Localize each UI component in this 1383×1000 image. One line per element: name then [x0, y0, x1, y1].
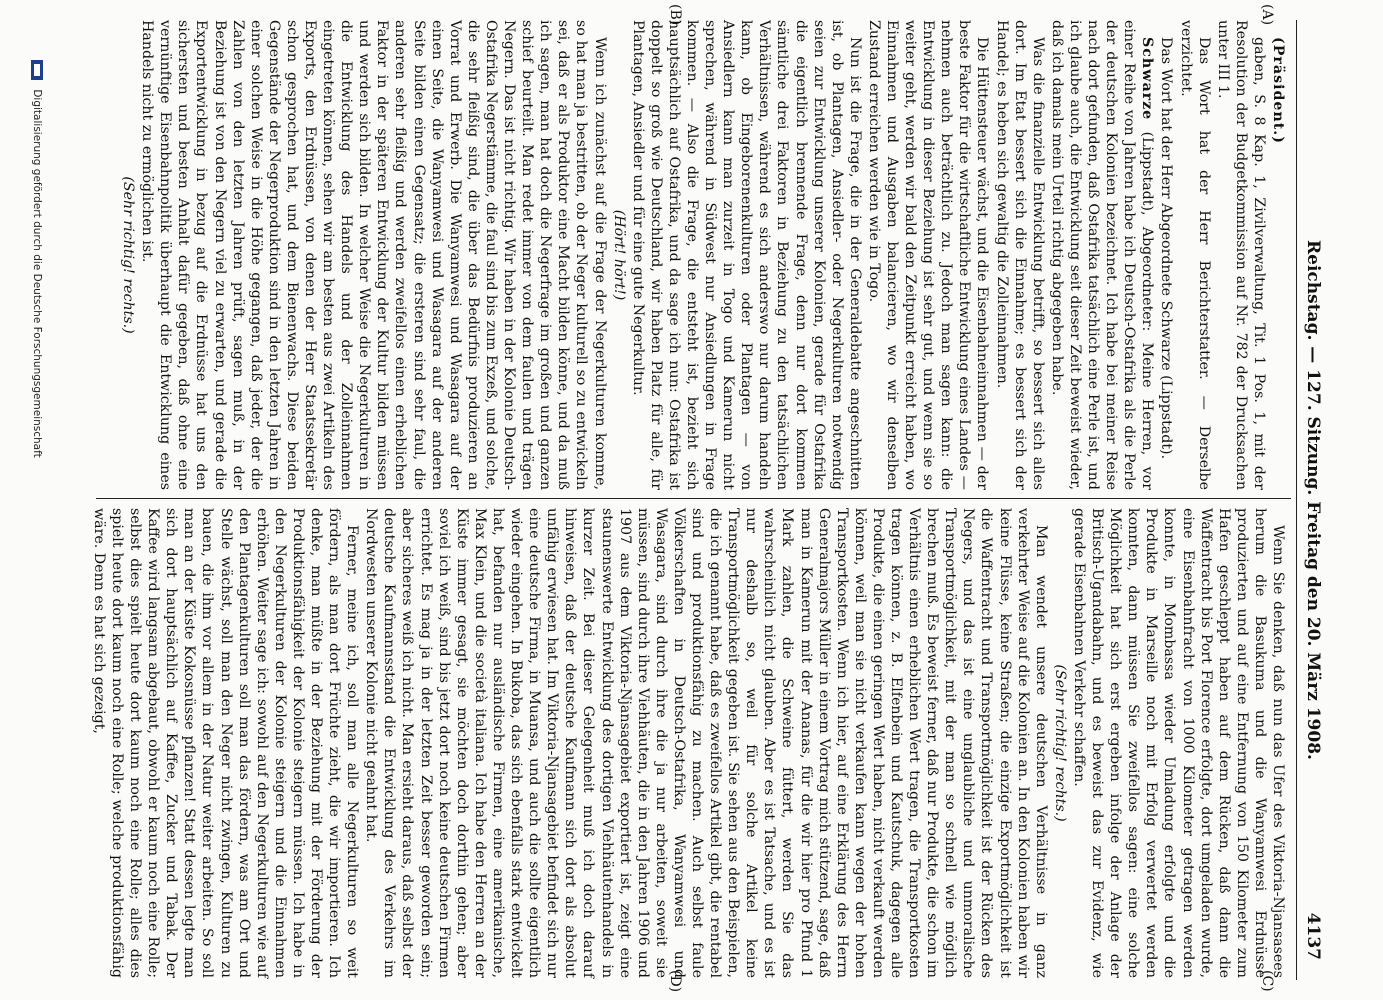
paragraph [1048, 20, 1157, 490]
paragraph-text: Wenn ich zunächst auf die Frage der Negerkulturen komme, so hat man ja bestritten, ob der Neger kulturell so zu entwickeln sei, daß er als Produktor eine Macht bilden könne, und da muß ich sagen, man hat doch die Negerfrage im großen und ganzen schief beurteilt. Man redet immer von dem faulen und trägen Negern. Das ist nicht richtig. Wir haben in der Kolonie Deutsch-Ostafrika Negerstämme, die faul sind bis zum Exzeß, und solche, die sehr fleißig sind, die über das Bedürfnis produzieren an Vorrat und Erwerb. Die Wanyamwesi und Wasagara auf der einen Seite, die Wanyamwesi und Wasagara auf der anderen Seite bilden einen Gegensatz; die ersteren sind sehr faul, die anderen sehr fleißig und werden zweifellos einen erheblichen Faktor in der späteren Entwicklung der Kultur bilden müssen und werden sich bilden. In welcher Weise die Negerkulturen in die Entwicklung des Handels und der Zolleinnahmen eingetreten können, sehen wir am besten aus zwei Artikeln des Exports, den Erdnüssen, von denen der Herr Staatssekretär schon gesprochen hat, und dem Bienenwachs. Diese beiden Gegenstände der Negerproduktion sind in den letzten Jahren in einer solchen Weise in die Höhe gegangen, daß jeder, der die Zahlen von den letzten Jahren prüft, sagen muß, in der Beziehung ist von den Negern viel zu erwarten, und gerade die Exportentwicklung in bezug auf die Erdnüsse hat uns den sichersten und besten Anhalt dafür gegeben, daß ohne eine vernünftige Eisenbahnpolitik überhaupt die Entwicklung eines Handels nicht zu ermöglichen ist. [139, 20, 608, 490]
header-rule [1296, 20, 1297, 980]
paragraph [629, 20, 864, 490]
paragraph [1214, 20, 1268, 490]
paragraph [90, 508, 361, 978]
margin-marker-c: (C) [1259, 970, 1275, 992]
speaker-name: Schwarze [1139, 37, 1156, 121]
paragraph [1051, 508, 1069, 978]
paragraph [1070, 508, 1287, 978]
paragraph-text: Man wendet unsere deutschen Verhältnisse in ganz verkehrter Weise auf die Kolonien an. In den Kolonien haben wir keine Flüsse, keine Straßen; die einzige Exportmöglichkeit ist die Waffentracht und Transportmöglichkeit ist der Rücken des Negers, und das ist eine unglaubliche und unmoralische Transportmöglichkeit, mit der man so schnell wie möglich brechen muß. Es beweist ferner, daß nur Produkte, die schon im Verhältnis einen erheblichen Wert tragen, die Transportkosten tragen können, z. B. Elfenbein und Kautschuk, dagegen alle Produkte, die einen geringen Wert haben, nicht verkauft werden können, weil man sie nicht verkaufen kann wegen der hohen Transportkosten. Wenn ich hier, auf eine Erklärung des Herrn Generalmajors Müller in einem Vortrag mich stützend, sage, daß man in Kamerun mit der Ananas, für die wir hier pro Pfund 1 Mark zahlen, die Schweine füttert, werden Sie das wahrscheinlich nicht glauben. Aber es ist Tatsache, und es ist nur deshalb so, weil für solche Artikel keine Transportmöglichkeit gegeben ist. Sie sehen aus den Beispielen, die ich genannt habe, daß es zweifellos Artikel gibt, die rentabel sind und produktionsfähig zu machen. Auch selbst faule Völkerschaften in Deutsch-Ostafrika, Wanyamwesi und Wasagara, sind durch ihre die ja nur arbeiten, soweit sie müssen, sind durch ihre Viehhäuten, die in den Jahren 1906 und 1907 aus dem Viktoria-Njansagebiet exportiert ist, zeigt eine staunenswerte Entwicklung des dortigen Viehhäutenhandels in kurzer Zeit. Bei dieser Gelegenheit muß ich doch darauf hinweisen, daß der deutsche Kaufmann sich dort als absolut unfähig erwiesen hat. Im Viktoria-Njansagebiet befindet sich nur eine deutsche Firma, in Muansa, und auch die sollte eigentlich wieder eingehen. In Bukoba, das sich ebenfalls stark entwickelt hat, befanden nur ausländische Firmen, eine amerikanische, Max Klein, und die società italiana. Ich habe den Herren an der Küste immer gesagt, sie möchten doch dorthin gehen; aber soviel ich weiß, sind bis jetzt dort noch keine deutschen Firmen errichtet. Es mag ja in der letzten Zeit besser geworden sein; aber sicheres weiß ich nicht. Man ersieht daraus, daß selbst der deutsche Kaufmannsstand die Entwicklung des Verkehrs im Nordwesten unserer Kolonie nicht geahnt hat. [363, 508, 1049, 978]
page-number: 4137 [1303, 912, 1323, 960]
left-text-column [102, 20, 1287, 490]
paragraph-text: (Sehr richtig! rechts.) [120, 176, 137, 334]
paragraph [865, 20, 992, 490]
paragraph [993, 20, 1047, 490]
paragraph [610, 20, 628, 490]
paragraph-text: gaben, S. 8 Kap. 1, Zivilverwaltung, Tit. 1 Pos. 1, mit der Resolution der Budgetkommission auf Nr. 782 der Drucksachen unter III 1. [1214, 20, 1267, 490]
paragraph-text: (Hört! hört!) [610, 209, 627, 301]
right-text-column [90, 508, 1287, 978]
paragraph-text: (Sehr richtig! rechts.) [1051, 664, 1068, 822]
paragraph [138, 20, 608, 490]
column-divider [96, 498, 1291, 499]
page-header [1297, 40, 1323, 960]
margin-marker-a: (A) [1259, 4, 1275, 26]
page-title: Reichstag. — 127. Sitzung. Freitag den 20. März 1908. [1303, 240, 1323, 760]
margin-marker-d: (D) [667, 970, 683, 993]
paragraph-text: Das Wort hat der Herr Berichterstatter. — Derselbe verzichtet. [1177, 20, 1212, 490]
paragraph [1176, 20, 1212, 490]
paragraph-text: Das Wort hat der Herr Abgeordnete Schwarze (Lippstadt). [1158, 37, 1175, 460]
paragraph-text: Die Hüttensteuer wächst, und die Eisenbahneinnahmen — der beste Faktor für die wirtschaftliche Entwicklung eines Landes — nehmen auch beträchtlich zu. Jedoch man sagen kann: die Entwicklung in dieser Beziehung ist sehr gut, und wenn sie so weiter geht, werden wir bald den Zeitpunkt erreicht haben, wo Einnahmen und Ausgaben balancieren, wo wir denselben Zustand erreichen werden wie in Togo. [865, 20, 991, 490]
credit-text: Digitalisierung gefördert durch die Deutsche Forschungsgemeinschaft [31, 89, 43, 458]
paragraph-text: (Lippstadt), Abgeordneter: Meine Herren, vor einer Reihe von Jahren habe ich Deutsch-Ostafrika als die Perle der deutschen Kolonien bezeichnet. Ich habe bei meiner Reise nach dort gefunden, daß Ostafrika tatsächlich eine Perle ist, und ich glaube auch, die Entwicklung seit dieser Zeit beweist wieder, daß ich damals mein Urteil richtig abgegeben habe. [1048, 20, 1156, 490]
paragraph [1157, 20, 1175, 490]
paragraph-text: Was die finanzielle Entwicklung betrifft, so bessert sich alles dort. Im Etat bessert sich die Einnahme; es bessert sich der Handel; es heben sich gewaltig die Zolleinnahmen. [993, 20, 1046, 490]
paragraph-text: Ferner, meine ich, soll man alle Negerkulturen so weit fördern, als man dort Früchte zieht, die wir importieren. Ich denke, man müßte in der Beziehung mit der Förderung der Produktionsfähigkeit der Kolonie steigern müssen. Ich habe in den Negerkulturen der Kolonie steigern und die Einnahmen erhöhen. Weiter sage ich: sowohl auf den Negerkulturen wie auf den Plantagenkulturen soll man das fördern, was am Ort und Stelle wächst, soll man den Neger nicht zwingen, Kulturen zu bauen, die ihm vor allem in der Natur weiter arbeiten. So soll man an der Küste Kokosnüsse pflanzen! Statt dessen legte man sich dort hauptsächlich auf Kaffee, Zucker und Tabak. Der Kaffee wird langsam abgebaut, obwohl er kaum noch eine Rolle; selbst dies spielt heute dort kaum noch eine Rolle; alles dies spielt heute dort kaum noch eine Rolle; welche produktionsfähig wäre. Denn es hat sich gezeigt, [90, 508, 361, 978]
paragraph [362, 508, 1050, 978]
paragraph-text: Nun ist die Frage, die in der Generaldebatte angeschnitten ist, ob Plantagen, Ansiedler- oder Negerkulturen notwendig seien zur Entwicklung unserer Kolonien, gerade für Ostafrika die eigentlich brennende Frage, denn nur dort kommen sämtliche drei Faktoren in Beziehung zu den tatsächlichen Verhältnissen, während es sich anderswo nur darum handeln kann, ob Eingeborenenkulturen oder Plantagen — von Ansiedlern kann man zurzeit in Togo und Kamerun nicht sprechen, während in Südwest nur Ansiedlungen in Frage kommen. — Also die Frage, die entsteht ist, bezieht sich hauptsächlich auf Ostafrika, und da sage ich nun: Ostafrika ist doppelt so groß wie Deutschland, wir haben Platz für alle, für Plantagen, Ansiedler und für eine gute Negerkultur. [629, 20, 863, 490]
speaker-name: (Präsident.) [1270, 37, 1286, 144]
digitization-credit [25, 60, 43, 960]
margin-marker-b: (B) [667, 4, 683, 26]
paragraph-text: Wenn Sie denken, daß nun das Ufer des Viktoria-Njansasees herum die Basukuma und die Wanyamwesi Erdnüsse produzierten und auf eine Entfernung von 150 Kilometer zum Hafen geschleppt haben auf dem Rücken, daß dann die Waffentracht bis Port Florence erfolgte, dort umgeladen wurde, eine Eisenbahnfracht von 1000 Kilometer getragen werden konnte, in Mombassa wieder Umladung erfolgte und die Produkte in Marseille noch mit Erfolg verwertet werden konnten, dann müssen Sie zweifellos sagen: eine solche Möglichkeit hat sich erst ergeben infolge der Anlage der Britisch-Ugandabahn, und es beweist das zur Evidenz, wie gerade Eisenbahnen Verkehr schaffen. [1070, 508, 1286, 978]
dfg-logo-icon [31, 60, 43, 80]
paragraph [119, 20, 137, 490]
paragraph [1269, 20, 1287, 490]
